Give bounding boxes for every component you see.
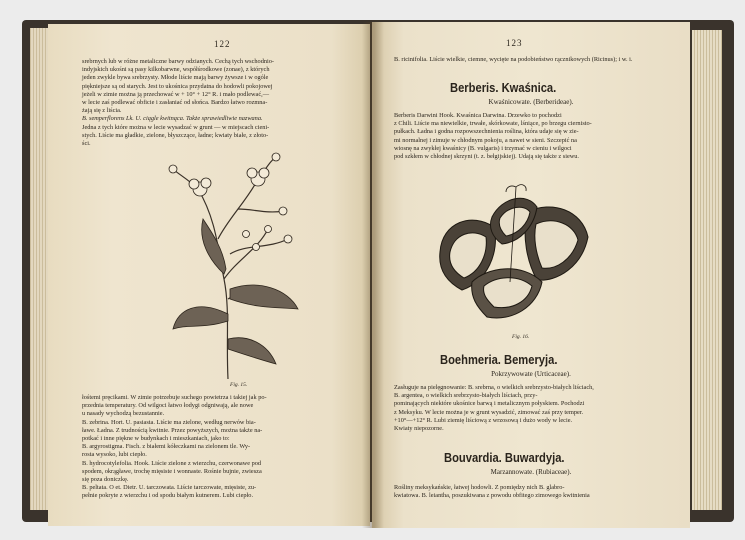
text-line: +10°—+12° R. Lubi ziemię liściową z wrzosową i dużo wody w lecie. bbox=[394, 416, 573, 424]
text-line: indyjskich ukośni są pasy kilkobarwne, współśrodkowe (zonae), z których bbox=[82, 66, 270, 74]
text-line: srebrnych lub w różne metaliczne barwy odzianych. Cechą tych wschodnio- bbox=[82, 58, 274, 65]
text-line: przednia temperatury. Od wilgoci łatwo łodygi odgniwają, ale nowe bbox=[82, 402, 254, 410]
section-text bbox=[394, 384, 664, 433]
text-line: B. argentea, o wielkich srebrzysto-białych liściach, przy- bbox=[394, 392, 538, 400]
left-bottom-text bbox=[82, 394, 358, 501]
text-line: kwiatowa. B. leiantha, poszukiwana z powodu obfitego zimowego kwitnienia bbox=[394, 492, 590, 500]
right-page-edges bbox=[692, 30, 722, 510]
text-line: w lecie zaś podlewać obficie i zasłaniać od słońca. Bardzo łatwo rozmna- bbox=[82, 99, 268, 107]
text-line: stych. Liście ma gładkie, zielone, błyszczące, ładne; kwiaty białe, z złoto- bbox=[82, 131, 269, 139]
text-line: ławe. Ładna. Z trudnością kwitnie. Przez powyższych, można także na- bbox=[82, 426, 263, 434]
left-page bbox=[48, 24, 370, 526]
text-line: Zasługuje na pielęgnowanie: B. srebrna, o wielkich srebrzysto-białych liściach, bbox=[394, 384, 594, 391]
begonia-illustration bbox=[158, 139, 308, 379]
right-page bbox=[372, 22, 690, 528]
text-line: potkać i inne piękne w budynkach i mieszkaniach, jako to: bbox=[82, 435, 230, 443]
text-line: B. ricinifolia. Liście wielkie, ciemne, wycięte na podobieństwo rącznikowych (Ricinus); i w. i. bbox=[394, 56, 633, 63]
text-line: u nasady wychodzą bezustannie. bbox=[82, 410, 165, 418]
section-heading: Bouvardia. Buwardyja. bbox=[444, 450, 565, 465]
boehmeria-illustration bbox=[432, 182, 592, 332]
text-line: z Chili. Liście ma niewielkie, trwałe, skórkowate, lśniące, po brzegu ciernisto- bbox=[394, 120, 592, 128]
text-line: B. semperflorens Lk. U. ciągle kwitnąca. Także sprawiedliwie nazwana. bbox=[82, 115, 263, 123]
text-line: z Meksyku. W lecie można je w grunt wysadzić, zimować zaś przy temper. bbox=[394, 408, 584, 416]
section-subheading: Kwaśnicowate. (Berberideae). bbox=[488, 98, 574, 106]
left-page-edges bbox=[30, 28, 50, 510]
text-line: ści. bbox=[82, 140, 91, 148]
text-line: B. peltata. O et. Dietr. U. tarczowata. Liście tarczowate, mięsiste, zu- bbox=[82, 484, 257, 492]
text-line: żają się z liścia. bbox=[82, 107, 122, 115]
section-text bbox=[394, 484, 664, 500]
text-line: B. zebrina. Hort. U. pasiasta. Liście ma zielone, według nerwów bia- bbox=[82, 418, 256, 426]
text-line: jeden zwykle bywa srebrzysty. Młode liście mają barwy żywsze i w ogóle bbox=[82, 74, 269, 82]
text-line: piękniejsze są od starych. Jest to ukośnica przydatna do hodowli pokojowej bbox=[82, 82, 273, 90]
text-line: pod szkłem w chłodnej skrzyni (t. z. bełgijskiej). Udają się także z siewu. bbox=[394, 153, 580, 161]
text-line: B. argyrostigma. Fisch. z białemi kółeczkami na zielonem tle. Wy- bbox=[82, 443, 251, 451]
section-text bbox=[394, 112, 664, 161]
text-line: Jedna z tych które można w lecie wysadzać w grunt — w miejscach cieni- bbox=[82, 123, 270, 131]
section-subheading: Marzannowate. (Rubiaceae). bbox=[490, 468, 572, 476]
right-top-text bbox=[394, 56, 656, 64]
text-line: B. hydrocotylefolia. Hook. Liście zielone z wierzchu, czerwonawe pod bbox=[82, 459, 262, 467]
section-subheading: Pokrzywowate (Urticaceae). bbox=[491, 370, 571, 378]
figure-caption: Fig. 16. bbox=[512, 334, 530, 340]
text-line: wiosnę na zwykłej kwaśnicy (B. vulgaris) i trzymać w cieniu i wilgoci bbox=[394, 144, 572, 152]
text-line: Rośliny meksykańskie, łatwej hodowli. Z pomiędzy nich B. glabro- bbox=[394, 484, 565, 491]
figure-caption: Fig. 15. bbox=[230, 382, 248, 388]
text-line: pełnie pokryte z wierzchu i od spodu białym kutnerem. Lubi ciepło. bbox=[82, 492, 254, 500]
page-number: 122 bbox=[214, 39, 231, 49]
page-number: 123 bbox=[506, 38, 523, 48]
section-heading: Berberis. Kwaśnica. bbox=[450, 80, 557, 95]
text-line: pułkach. Ładna i godna rozpowszechnienia roślina, która udaje się w zie- bbox=[394, 128, 579, 136]
text-line: Berberis Darwini Hook. Kwaśnica Darwina. Drzewko to pochodzi bbox=[394, 112, 562, 119]
book-gutter bbox=[362, 22, 384, 528]
text-line: Kwiaty niepozorne. bbox=[394, 425, 444, 433]
text-line: spodem, okrągławe, trochę mięsiste i wonnaste. Rośnie bujnie, zwiesza bbox=[82, 467, 262, 475]
text-line: pominających niektóre ukośnice barwą i metalicznym połyskiem. Pochodzi bbox=[394, 400, 585, 408]
left-top-text bbox=[82, 58, 358, 148]
text-line: łośtemi pręcikami. W zimie potrzebuje suchego powietrza i takiej jak po- bbox=[82, 394, 267, 401]
text-line: się poza doniczkę. bbox=[82, 476, 129, 484]
text-line: rosta wysoko, lubi ciepło. bbox=[82, 451, 147, 459]
text-line: jeżeli w zimie można ją przechować w + 10° + 12° R. i mało podlewać,— bbox=[82, 90, 269, 98]
text-line: mi normalnej i zimuje w chłodnym pokoju, a nawet w sieni. Szczepić na bbox=[394, 136, 577, 144]
section-heading: Boehmeria. Bemeryja. bbox=[440, 352, 558, 367]
